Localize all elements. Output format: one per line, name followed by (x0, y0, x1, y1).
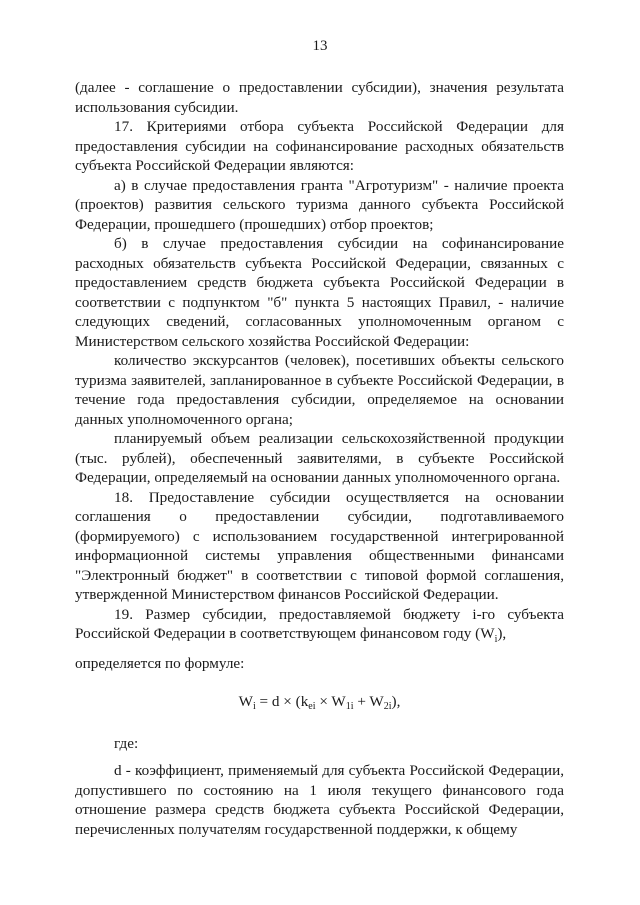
paragraph-continuation: (далее - соглашение о предоставлении субсидии), значения результата использования субсидии. (75, 79, 564, 116)
formula-wi: $W_i = d \times (k_{ei} \times W_{1i} + W_{2i})$, (238, 693, 401, 713)
paragraph-19-formula-intro: определяется по формуле: (75, 654, 245, 672)
paragraph-17b: б) в случае предоставления субсидии на софинансирование расходных обязательств субъекта Российской Федерации, связанных с предоставлением средств бюджета субъекта Российской Федерации в соответствии с подпунктом "б" пункта 5 настоящих Правил, - наличие следующих сведений, согласованных уполномоченным органом с Министерством сельского хозяйства Российской Федерации: (75, 235, 564, 350)
paragraph-17a: а) в случае предоставления гранта "Агротуризм" - наличие проекта (проектов) развития сельского туризма данного субъекта Российской Федерации, прошедшего (прошедших) отбор проектов; (75, 176, 564, 233)
paragraph-17: 17. Критериями отбора субъекта Российской Федерации для предоставления субсидии на софинансирование расходных обязательств субъекта Российской Федерации являются: (75, 118, 564, 174)
paragraph-19: 19. Размер субсидии, предоставляемой бюджету i-го субъекта Российской Федерации в соответствующем финансовом году $(W_i)$, (75, 605, 564, 646)
paragraph-excursionists: количество экскурсантов (человек), посетивших объекты сельского туризма заявителей, запланированное в субъекте Российской Федерации, в течение года предоставления субсидии, определяемое на основании данных уполномоченного органа; (75, 352, 564, 428)
paragraph-d-coefficient: d - коэффициент, применяемый для субъекта Российской Федерации, допустившего по состоянию на 1 июля текущего финансового года отношение размера средств бюджета субъекта Российской Федерации, перечисленных получателям государственной поддержки, к общему (75, 762, 564, 838)
paragraph-18: 18. Предоставление субсидии осуществляется на основании соглашения о предоставлении субсидии, подготавливаемого (формируемого) с использованием государственной интегрированной информационной системы управления общественными финансами "Электронный бюджет" в соответствии с типовой формой соглашения, утвержденной Министерством финансов Российской Федерации. (75, 488, 564, 603)
paragraph-sales-volume: планируемый объем реализации сельскохозяйственной продукции (тыс. рублей), обеспеченный заявителями, в субъекте Российской Федерации, определяемый на основании данных уполномоченного органа. (75, 430, 564, 486)
document-body (75, 78, 564, 839)
where-label: где: (114, 734, 139, 752)
page-number: 13 (312, 38, 328, 54)
